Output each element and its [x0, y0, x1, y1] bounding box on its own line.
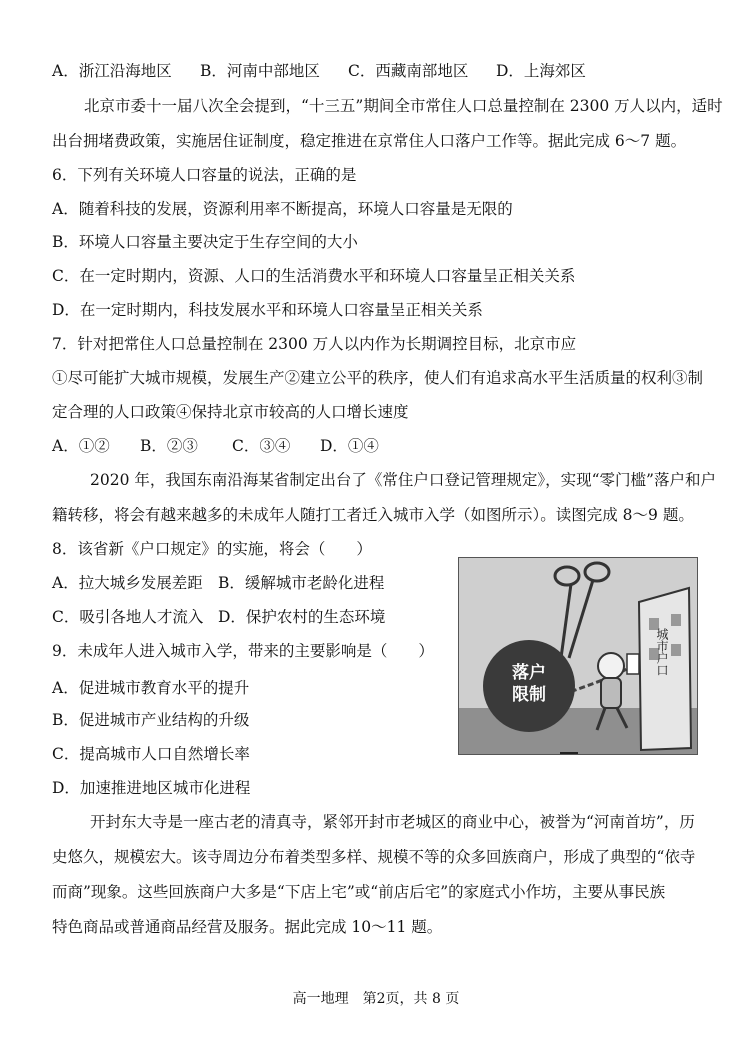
q6-option-c: C．在一定时期内，资源、人口的生活消费水平和环境人口容量呈正相关关系	[52, 267, 576, 285]
page-footer: 高一地理 第2页，共 8 页	[292, 991, 460, 1007]
ball-text-1: 落户	[512, 663, 546, 683]
passage-8-9-line-1: 2020 年，我国东南沿海某省制定出台了《常住户口登记管理规定》，实现“零门槛”落户和户	[90, 471, 716, 489]
q7-options	[52, 436, 379, 456]
q8-options-row-1	[52, 573, 384, 593]
q8-option-d: D．保护农村的生态环境	[218, 608, 386, 626]
q9-option-a: A．促进城市教育水平的提升	[52, 679, 250, 697]
q7-body-line-2: 定合理的人口政策④保持北京市较高的人口增长速度	[52, 403, 409, 421]
cartoon-illustration	[459, 558, 697, 754]
q8-option-b: B．缓解城市老龄化进程	[218, 574, 385, 592]
q6-option-a: A．随着科技的发展，资源利用率不断提高，环境人口容量是无限的	[52, 200, 513, 218]
passage-10-11-line-3: 而商”现象。这些回族商户大多是“下店上宅”或“前店后宅”的家庭式小作坊，主要从事民族	[52, 883, 666, 901]
passage-10-11-line-2: 史悠久，规模宏大。该寺周边分布着类型多样、规模不等的众多回族商户，形成了典型的“依寺	[52, 848, 696, 866]
q8-option-a: A．拉大城乡发展差距	[52, 574, 203, 592]
q5-options	[52, 61, 586, 81]
q8-stem: 8．该省新《户口规定》的实施，将会（ ）	[52, 540, 372, 558]
q9-option-d: D．加速推进地区城市化进程	[52, 779, 251, 797]
q6-option-d: D．在一定时期内，科技发展水平和环境人口容量呈正相关关系	[52, 301, 483, 319]
building-text: 城市户口	[655, 628, 669, 676]
passage-10-11-line-1: 开封东大寺是一座古老的清真寺，紧邻开封市老城区的商业中心，被誉为“河南首坊”，历	[90, 813, 695, 831]
q7-option-d: D．①④	[320, 437, 379, 455]
q5-option-d: D．上海郊区	[496, 62, 586, 80]
passage-6-7-line-1: 北京市委十一届八次全会提到，“十三五”期间全市常住人口总量控制在 2300 万人以内，适时	[84, 97, 723, 115]
q7-option-b: B．②③	[140, 437, 198, 455]
q7-option-c: C．③④	[232, 437, 291, 455]
passage-10-11-line-4: 特色商品或普通商品经营及服务。据此完成 10～11 题。	[52, 918, 443, 936]
q5-option-c: C．西藏南部地区	[348, 62, 469, 80]
q5-option-b: B．河南中部地区	[200, 62, 320, 80]
q5-option-a: A．浙江沿海地区	[52, 62, 172, 80]
q7-option-a: A．①②	[52, 437, 110, 455]
q6-option-b: B．环境人口容量主要决定于生存空间的大小	[52, 233, 358, 251]
q9-option-c: C．提高城市人口自然增长率	[52, 745, 250, 763]
passage-6-7-line-2: 出台拥堵费政策，实施居住证制度，稳定推进在京常住人口落户工作等。据此完成 6～7 题。	[52, 132, 687, 150]
q8-options-row-2	[52, 607, 385, 627]
q6-stem: 6．下列有关环境人口容量的说法，正确的是	[52, 166, 357, 184]
passage-8-9-line-2: 籍转移，将会有越来越多的未成年人随打工者迁入城市入学（如图所示）。读图完成 8～9 题。	[52, 506, 694, 524]
q9-option-b: B．促进城市产业结构的升级	[52, 711, 250, 729]
ball-text-2: 限制	[512, 685, 546, 705]
q9-stem: 9．未成年人进入城市入学，带来的主要影响是（ ）	[52, 642, 434, 660]
q7-stem: 7．针对把常住人口总量控制在 2300 万人以内作为长期调控目标，北京市应	[52, 335, 577, 353]
cartoon-figure	[458, 557, 698, 755]
q8-option-c: C．吸引各地人才流入	[52, 608, 204, 626]
q7-body-line-1: ①尽可能扩大城市规模，发展生产②建立公平的秩序，使人们有追求高水平生活质量的权利③制	[52, 369, 704, 387]
figure-caption-mark	[560, 752, 578, 754]
